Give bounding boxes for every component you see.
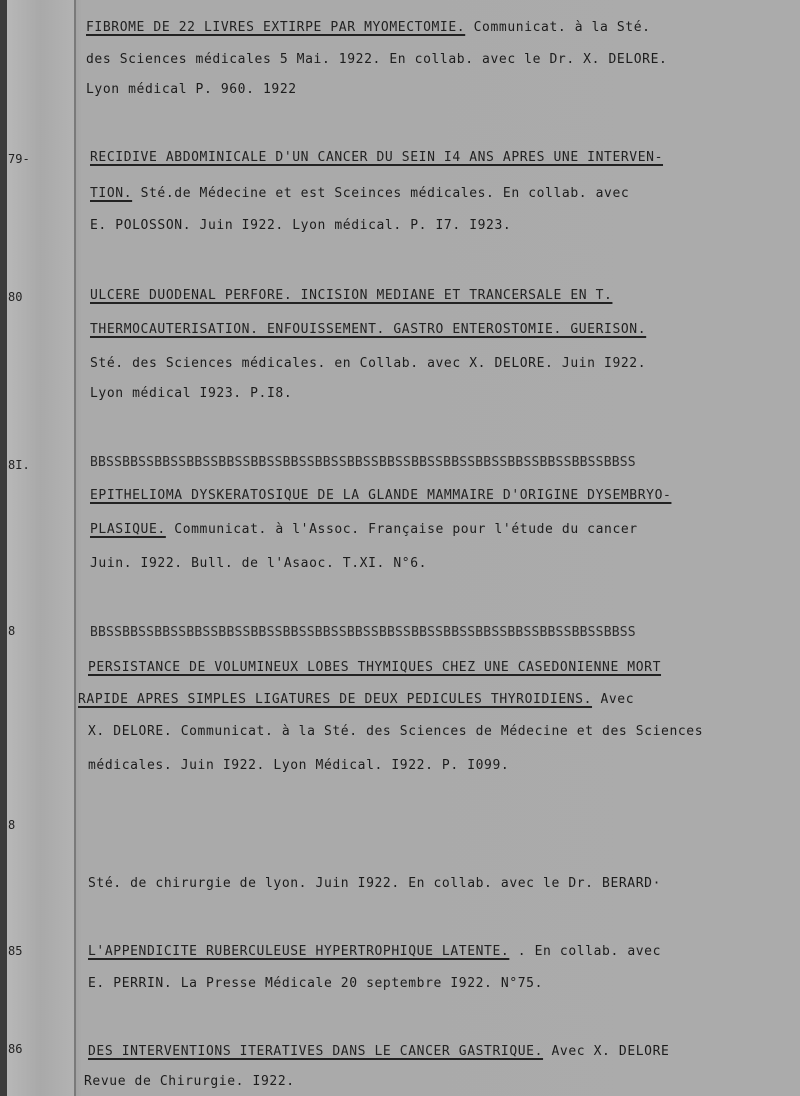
entry-number: 8I.	[8, 458, 30, 472]
entry-5-line-0: Sté. de chirurgie de lyon. Juin I922. En collab. avec le Dr. BERARD·	[88, 876, 662, 891]
entry-2-line-1: THERMOCAUTERISATION. ENFOUISSEMENT. GASTRO ENTEROSTOMIE. GUERISON.	[90, 322, 647, 337]
entry-3-line-1: PLASIQUE. Communicat. à l'Assoc. Française pour l'étude du cancer	[90, 522, 638, 537]
entry-1-line-1: TION. Sté.de Médecine et est Sceinces médicales. En collab. avec	[90, 186, 630, 201]
entry-0-title: FIBROME DE 22 LIVRES EXTIRPE PAR MYOMECTOMIE.	[86, 20, 466, 35]
entry-number: 85	[8, 944, 23, 958]
entry-number: 79-	[8, 152, 30, 166]
entry-0-line-0: FIBROME DE 22 LIVRES EXTIRPE PAR MYOMECTOMIE. Communicat. à la Sté.	[86, 20, 651, 35]
entry-4-line-3: médicales. Juin I922. Lyon Médical. I922. P. I099.	[88, 758, 510, 773]
entry-4-line-1: RAPIDE APRES SIMPLES LIGATURES DE DEUX PEDICULES THYROIDIENS. Avec	[78, 692, 635, 707]
entry-1-line-0	[90, 150, 663, 165]
entry-7-line-0: DES INTERVENTIONS ITERATIVES DANS LE CANCER GASTRIQUE. Avec X. DELORE	[88, 1044, 670, 1059]
entry-3-line-2: Juin. I922. Bull. de l'Asaoc. T.XI. N°6.	[90, 556, 428, 571]
entry-4-title: PERSISTANCE DE VOLUMINEUX LOBES THYMIQUES CHEZ UNE CASEDONIENNE MORT	[88, 660, 662, 675]
struck-typing: BBSSBBSSBBSSBBSSBBSSBBSSBBSSBBSSBBSSBBSSBBSSBBSSBBSSBBSSBBSSBBSSBBSS	[90, 625, 636, 640]
entry-6-title: L'APPENDICITE RUBERCULEUSE HYPERTROPHIQUE LATENTE.	[88, 944, 510, 959]
entry-4-line-0	[88, 660, 661, 675]
entry-0-line-1: des Sciences médicales 5 Mai. 1922. En collab. avec le Dr. X. DELORE.	[86, 52, 668, 67]
entry-2-line-2: Sté. des Sciences médicales. en Collab. avec X. DELORE. Juin I922.	[90, 356, 647, 371]
entry-4-line-2: X. DELORE. Communicat. à la Sté. des Sciences de Médecine et des Sciences	[88, 724, 704, 739]
entry-1-line-2: E. POLOSSON. Juin I922. Lyon médical. P. I7. I923.	[90, 218, 512, 233]
entry-2-title: ULCERE DUODENAL PERFORE. INCISION MEDIANE ET TRANCERSALE EN T.	[90, 288, 613, 303]
entry-6-line-0: L'APPENDICITE RUBERCULEUSE HYPERTROPHIQUE LATENTE. . En collab. avec	[88, 944, 662, 959]
struck-typing: BBSSBBSSBBSSBBSSBBSSBBSSBBSSBBSSBBSSBBSSBBSSBBSSBBSSBBSSBBSSBBSSBBSS	[90, 455, 636, 470]
entry-3-line-0	[90, 488, 671, 503]
entry-7-line-1: Revue de Chirurgie. I922.	[84, 1074, 295, 1089]
entry-2-line-3: Lyon médical I923. P.I8.	[90, 386, 293, 401]
entry-number: 86	[8, 1042, 23, 1056]
entry-3-title: EPITHELIOMA DYSKERATOSIQUE DE LA GLANDE MAMMAIRE D'ORIGINE DYSEMBRYO-	[90, 488, 672, 503]
entry-number: 8	[8, 624, 16, 638]
entry-0-line-2: Lyon médical P. 960. 1922	[86, 82, 297, 97]
entry-number: 8	[8, 818, 16, 832]
entry-2-line-0	[90, 288, 612, 303]
entry-number: 80	[8, 290, 23, 304]
entry-7-title: DES INTERVENTIONS ITERATIVES DANS LE CANCER GASTRIQUE.	[88, 1044, 544, 1059]
entry-6-line-1: E. PERRIN. La Presse Médicale 20 septembre I922. N°75.	[88, 976, 544, 991]
entry-1-title: RECIDIVE ABDOMINICALE D'UN CANCER DU SEIN I4 ANS APRES UNE INTERVEN-	[90, 150, 664, 165]
